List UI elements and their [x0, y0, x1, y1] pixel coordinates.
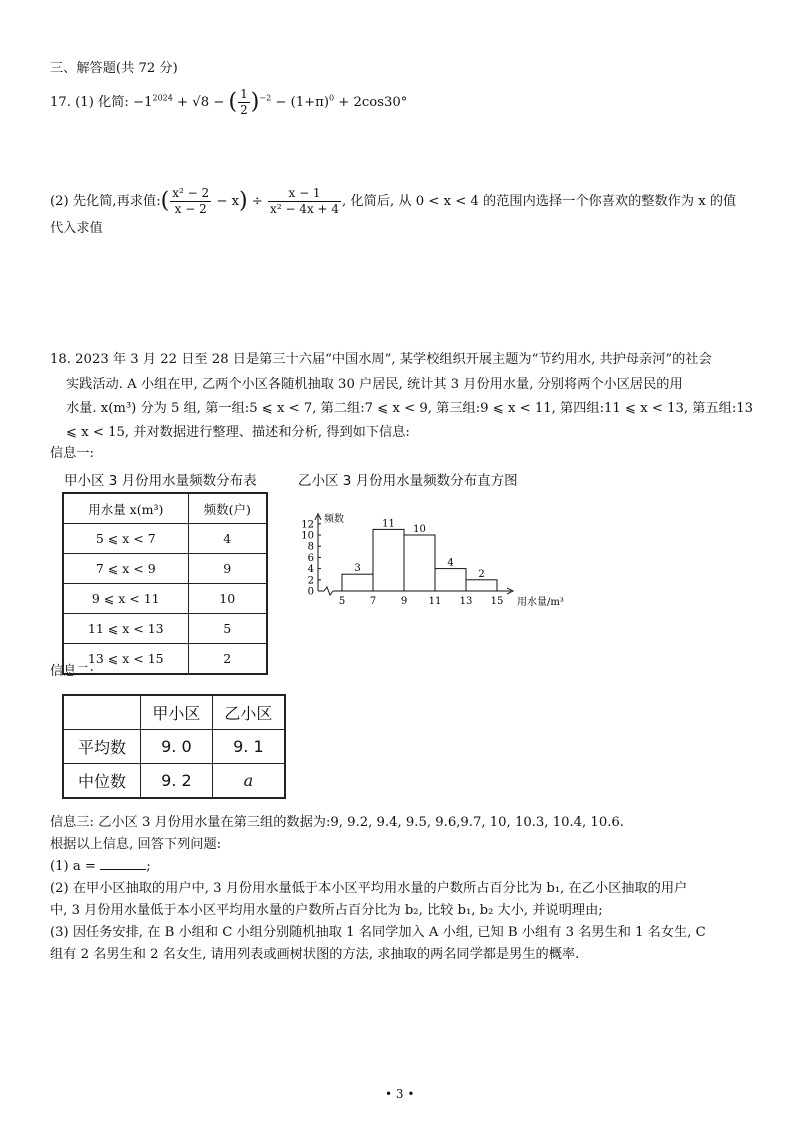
q17-p1-frac-num: 1 [240, 87, 248, 101]
y-tick-label: 2 [307, 575, 314, 587]
table1-header-row [63, 493, 267, 524]
q17-p2-fraction1 [170, 186, 211, 217]
sub-question-3-line2: 组有 2 名男生和 2 名女生, 请用列表或画树状图的方法, 求抽取的两名同学都是男生的概率. [50, 947, 580, 962]
y-tick-label: 12 [301, 519, 314, 531]
bar-value-label: 4 [447, 557, 454, 569]
table2-cell: 9. 1 [212, 730, 285, 764]
y-tick-label: 0 [307, 586, 314, 598]
y-tick-label: 8 [307, 541, 314, 553]
table2-header-cell: 甲小区 [141, 695, 213, 730]
table1-cell: 9 [188, 554, 267, 584]
table1-cell: 5 [188, 614, 267, 644]
table1-cell: 9 ⩽ x < 11 [63, 584, 188, 614]
table2-corner-cell [63, 695, 141, 730]
q18-line-3: 水量. x(m³) 分为 5 组, 第一组:5 ⩽ x < 7, 第二组:7 ⩽ x < 9, 第三组:9 ⩽ x < 11, 第四组:11 ⩽ x < 13, 第五组:13 [66, 401, 754, 416]
y-axis-label: 频数 [324, 513, 344, 525]
table1-cell: 13 ⩽ x < 15 [63, 644, 188, 675]
histogram-chart [290, 494, 580, 614]
x-tick-label: 7 [369, 596, 377, 607]
sub-question-2-line1: (2) 在甲小区抽取的用户中, 3 月份用水量低于本小区平均用水量的户数所占百分比为 b₁, 在乙小区抽取的用户 [50, 881, 688, 896]
q17-p2-mid: − x [212, 194, 240, 209]
table2-cell: 9. 0 [141, 730, 213, 764]
table1-title: 甲小区 3 月份用水量频数分布表 [64, 473, 257, 489]
y-tick-label: 4 [307, 564, 314, 576]
table2-cell: 9. 2 [141, 764, 213, 799]
q17-p2-fraction2 [268, 186, 341, 217]
table1-cell: 2 [188, 644, 267, 675]
q17-part2: (2) 先化简,再求值:( $\frac{\text{x² − 2}}{x - 2}$ − x) ÷ $\frac{x - 1}{\text{x² − 4x + 4}}$ , 化简后, 从 0 < x < 4 的范围内选择一个你喜欢的整数作为 x 的值 [50, 186, 737, 216]
q18-line-2: 实践活动. A 小组在甲, 乙两个小区各随机抽取 30 户居民, 统计其 3 月份用水量, 分别将两个小区居民的用 [66, 377, 683, 392]
sub-question-3-line1: (3) 因任务安排, 在 B 小组和 C 小组分别随机抽取 1 名同学加入 A 小组, 已知 B 小组有 3 名男生和 1 名女生, C [50, 925, 706, 940]
q17-p1-term-c: − (1+π) [271, 95, 329, 110]
answer-blank [100, 857, 146, 870]
histogram-bar [404, 535, 435, 591]
table2-row [63, 730, 285, 764]
q17-p1-exp-b: −2 [259, 93, 272, 103]
bar-value-label: 11 [382, 518, 395, 530]
sub-q1-suffix: ; [146, 859, 151, 874]
info1-label: 信息一: [50, 446, 95, 461]
q17-part1: 17. (1) 化简: $-1^{2024} + √8$ − ( $\frac{1}{2}$ )$^{-2} - (1+\pi)^0 + 2\cos 30^\circ$ [50, 87, 408, 117]
q17-p2-suffix: , 化简后, 从 0 < x < 4 的范围内选择一个你喜欢的整数作为 x 的值 [342, 194, 737, 209]
sub-question-2-line2: 中, 3 月份用水量低于本小区平均用水量的户数所占百分比为 b₂, 比较 b₁, b₂ 大小, 并说明理由; [50, 903, 603, 918]
table1-cell: 7 ⩽ x < 9 [63, 554, 188, 584]
table1-row [63, 614, 267, 644]
sub-question-1 [50, 856, 151, 878]
q17-p1-frac-den: 2 [240, 103, 248, 117]
q17-p1-exp-a: 2024 [152, 93, 173, 103]
histogram-bar [373, 529, 404, 591]
table1-cell: 5 ⩽ x < 7 [63, 524, 188, 554]
q18-line-4: ⩽ x < 15, 并对数据进行整理、描述和分析, 得到如下信息: [66, 425, 410, 440]
bar-value-label: 3 [354, 563, 361, 575]
q17-p2-f1-num: x² − 2 [172, 186, 210, 200]
table1-frequency [62, 492, 268, 675]
table1-cell: 4 [188, 524, 267, 554]
x-tick-label: 15 [490, 596, 504, 607]
q18-line-1: 18. 2023 年 3 月 22 日至 28 日是第三十六届“中国水周”, 某学校组织开展主题为“节约用水, 共护母亲河”的社会 [50, 352, 712, 367]
q17-p2-f2-den: x² − 4x + 4 [270, 202, 340, 216]
q17-p2-line2: 代入求值 [50, 221, 103, 236]
x-tick-label: 11 [428, 596, 442, 607]
table1-cell: 10 [188, 584, 267, 614]
page-number: • 3 • [385, 1087, 415, 1101]
ask-text: 根据以上信息, 回答下列问题: [50, 837, 222, 852]
table2-row [63, 764, 285, 799]
x-axis-label: 用水量/m³ [517, 597, 564, 608]
x-tick-label: 13 [459, 596, 473, 607]
sub-q1-prefix: (1) a = [50, 859, 96, 874]
table2-row-label: 平均数 [63, 730, 141, 764]
q17-p1-exp-c: 0 [329, 93, 335, 103]
table1-row [63, 584, 267, 614]
q17-p2-f1-den: x − 2 [174, 202, 207, 216]
x-axis-break [324, 587, 333, 595]
histogram-title: 乙小区 3 月份用水量频数分布直方图 [298, 473, 518, 489]
histogram-bar [466, 580, 497, 591]
table1-header-cell: 用水量 x(m³) [63, 493, 188, 524]
table2-header-row [63, 695, 285, 730]
table1-header-cell: 频数(户) [188, 493, 267, 524]
q17-p1-term-a: −1 [133, 95, 153, 110]
table1-row [63, 554, 267, 584]
table2-statistics [62, 694, 286, 799]
q17-p1-term-b: + √8 − [172, 95, 229, 110]
q17-p1-prefix: 17. (1) 化简: [50, 95, 134, 110]
table2-header-cell: 乙小区 [212, 695, 285, 730]
table1-cell: 11 ⩽ x < 13 [63, 614, 188, 644]
table2-cell: a [212, 764, 285, 799]
q17-p1-fraction [238, 87, 250, 118]
q17-p2-f2-num: x − 1 [268, 186, 341, 202]
histogram-bar [435, 569, 466, 591]
q17-p2-div: ÷ [247, 194, 268, 209]
table1-row [63, 524, 267, 554]
bar-value-label: 10 [413, 524, 426, 535]
bar-value-label: 2 [478, 568, 485, 580]
table2-row-label: 中位数 [63, 764, 141, 799]
histogram-bar [342, 574, 373, 591]
info2-label: 信息二: [50, 664, 95, 679]
x-tick-label: 9 [400, 596, 408, 607]
y-tick-label: 6 [307, 552, 314, 564]
y-tick-label: 10 [301, 530, 314, 542]
x-tick-label: 5 [338, 596, 346, 607]
q17-p2-prefix: (2) 先化简,再求值: [50, 194, 161, 209]
info3-text: 信息三: 乙小区 3 月份用水量在第三组的数据为:9, 9.2, 9.4, 9.5, 9.6,9.7, 10, 10.3, 10.4, 10.6. [50, 815, 624, 830]
section-title: 三、解答题(共 72 分) [50, 61, 178, 76]
q17-p1-term-d: + 2cos30° [334, 95, 408, 110]
